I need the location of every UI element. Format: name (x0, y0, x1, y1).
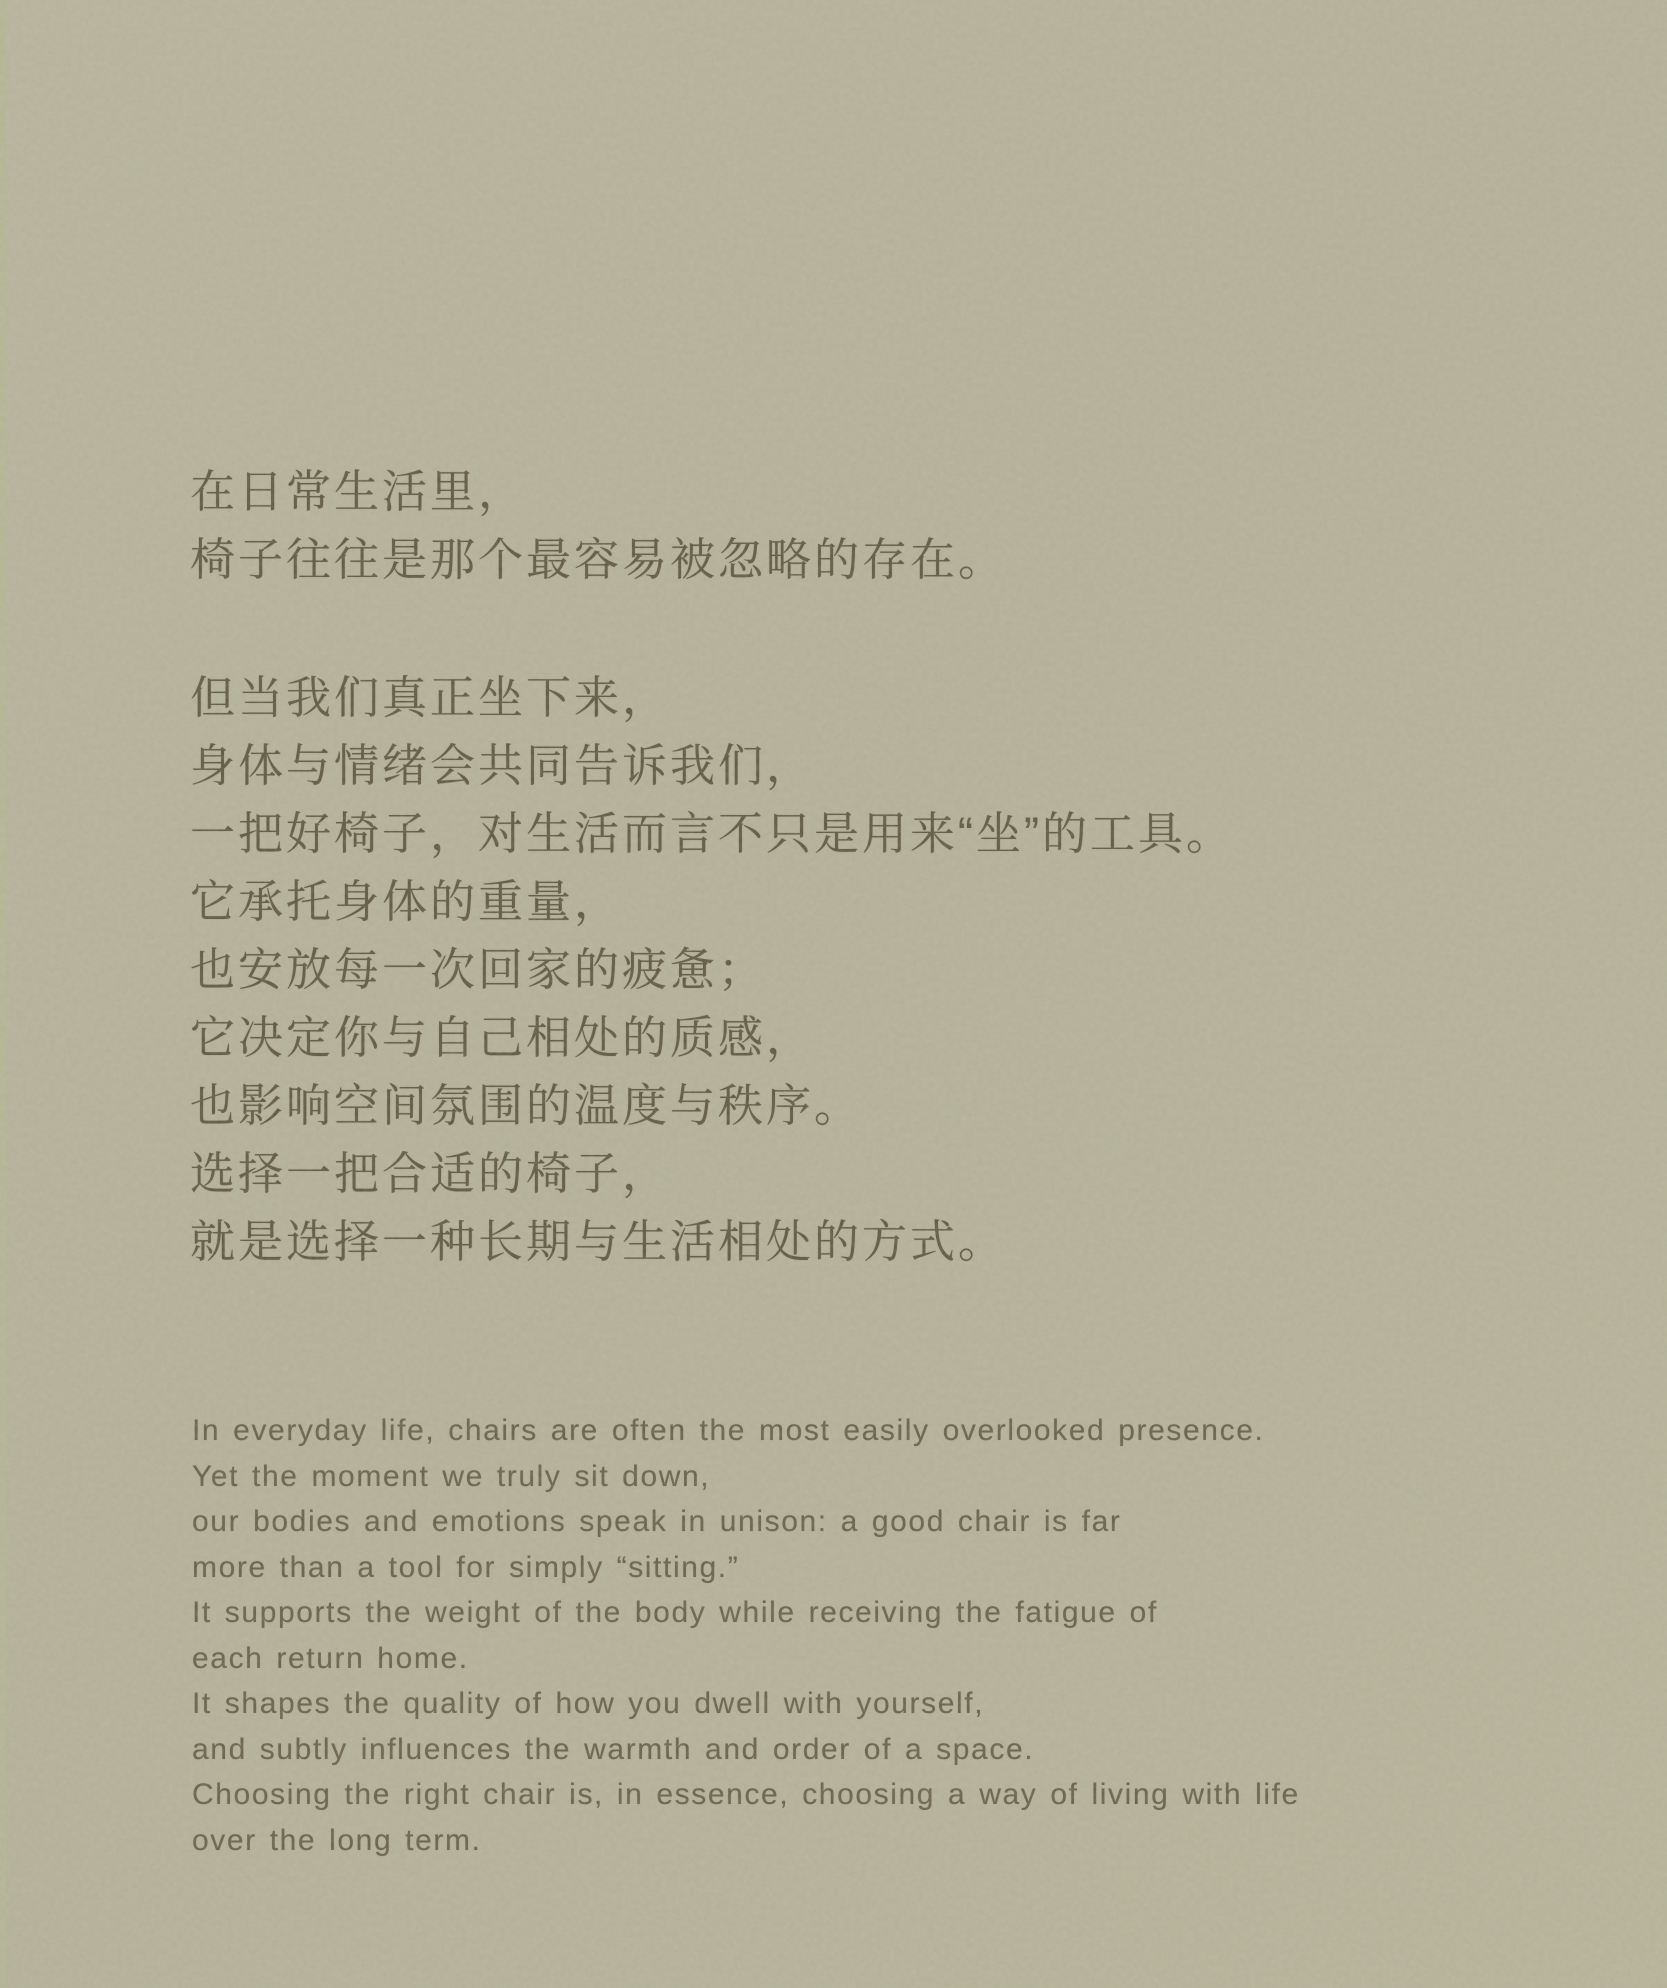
zh-line: 但当我们真正坐下来， (190, 672, 671, 723)
chinese-paragraph-2 (190, 664, 1234, 1276)
en-line: It supports the weight of the body while receiving the fatigue of (192, 1596, 1158, 1629)
left-edge-strip (0, 0, 6, 1988)
zh-line: 也安放每一次回家的疲惫； (190, 944, 767, 995)
en-line: Choosing the right chair is, in essence, choosing a way of living with life (192, 1778, 1300, 1811)
en-line: Yet the moment we truly sit down, (192, 1459, 711, 1493)
chinese-paragraph-1 (190, 458, 1234, 594)
en-line: In everyday life, chairs are often the most easily overlooked presence. (192, 1414, 1265, 1447)
zh-line: 在日常生活里， (190, 466, 527, 517)
en-line: over the long term. (192, 1823, 482, 1857)
en-line: each return home. (192, 1641, 469, 1675)
zh-line: 就是选择一种长期与生活相处的方式。 (190, 1216, 1007, 1267)
zh-line: 它承托身体的重量， (190, 876, 623, 927)
zh-line: 也影响空间氛围的温度与秩序。 (190, 1080, 863, 1131)
en-line: our bodies and emotions speak in unison: a good chair is far (192, 1505, 1122, 1538)
english-copy-block (192, 1408, 1300, 1863)
zh-line: 它决定你与自己相处的质感， (190, 1012, 815, 1063)
en-line: It shapes the quality of how you dwell with yourself, (192, 1687, 985, 1720)
zh-line: 身体与情绪会共同告诉我们， (190, 740, 815, 791)
zh-line: 选择一把合适的椅子， (190, 1148, 671, 1199)
en-line: more than a tool for simply “sitting.” (192, 1550, 740, 1584)
zh-line: 一把好椅子，对生活而言不只是用来“坐”的工具。 (190, 808, 1234, 859)
zh-line: 椅子往往是那个最容易被忽略的存在。 (190, 534, 1007, 585)
chinese-copy-block (190, 458, 1234, 1276)
en-line: and subtly influences the warmth and order of a space. (192, 1732, 1035, 1766)
